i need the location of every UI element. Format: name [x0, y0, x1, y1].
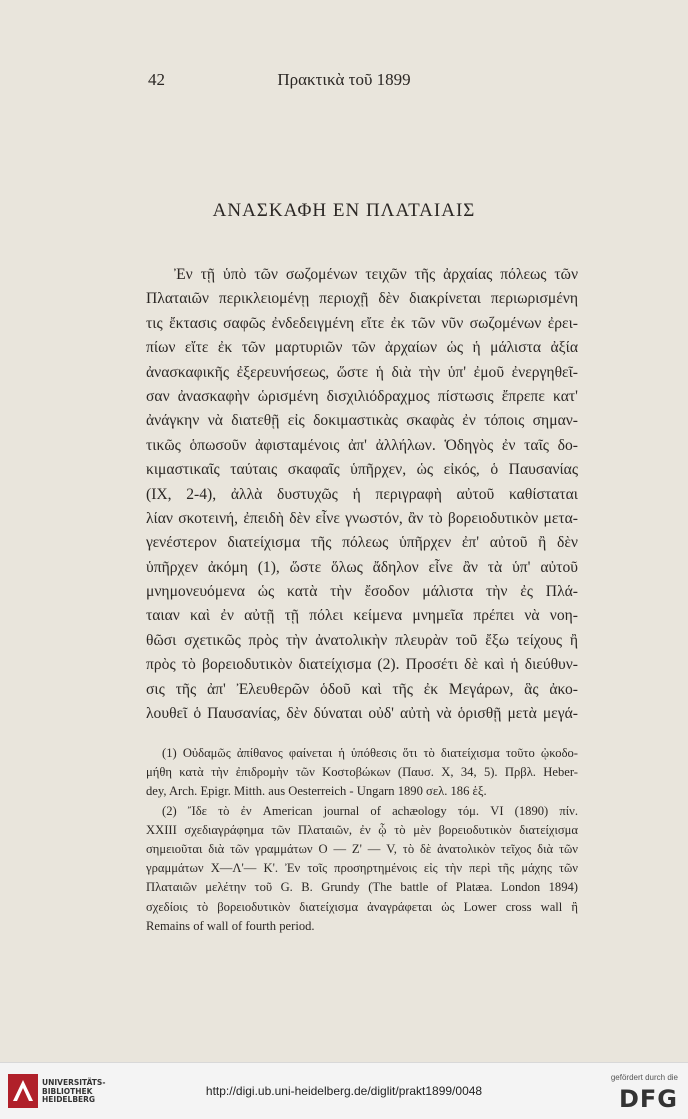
body-line: Πλαταιῶν περικλειομένῃ περιοχῇ δὲν διακρίνεται περιωρισμένη	[146, 290, 578, 308]
body-line: λουθεῖ ὁ Παυσανίας, δὲν δύναται οὐδ' αὐτὴ νὰ ὁρισθῇ μετὰ μεγά-	[146, 705, 578, 723]
body-line: Ἐν τῇ ὑπὸ τῶν σωζομένων τειχῶν τῆς ἀρχαίας πόλεως τῶν	[174, 266, 578, 283]
body-line: σαν ἀνασκαφὴν ὡρισμένη δισχιλιόδραχμος πίστωσις ἔπρεπε κατ'	[146, 387, 578, 405]
library-name-line: BIBLIOTHEK	[42, 1086, 93, 1096]
body-line: τικῶς ὁπωσοῦν ἀφισταμένοις ἀπ' ἀλλήλων. Ὁδηγὸς ἐν ταῖς δο-	[146, 436, 578, 454]
article-title: ΑΝΑΣΚΑΦΗ ΕΝ ΠΛΑΤΑΙΑΙΣ	[212, 200, 476, 221]
body-line: ἀνάγκην νὰ διατεθῇ εἰς δοκιμαστικὰς σκαφὰς ἐν τόποις σημαν-	[146, 412, 578, 430]
running-head	[0, 70, 688, 94]
body-line: λίαν σκοτεινή, ἐπειδὴ δὲν εἶνε γνωστόν, ἂν τὸ βορειοδυτικὸν μετα-	[146, 509, 578, 527]
footnote-line: σχεδίοις τὸ βορειοδυτικὸν διατείχισμα ἀναγράφεται ὡς Lower cross wall ἢ	[146, 899, 578, 914]
footnotes	[146, 744, 578, 936]
body-line: πίων εἴτε ἐκ τῶν μαρτυριῶν τῶν ἀρχαίων ὡς ἡ μάλιστα ἀξία	[146, 339, 578, 357]
footnote-line: μήθη κατὰ τὴν ἐπιδρομὴν τῶν Κοστοβώκων (Παυσ. Χ, 34, 5). Πρβλ. Heber-	[146, 765, 578, 780]
footnote-line: γραμμάτων Χ—Λ'— Κ'. Ἐν τοῖς προσηρτημένοις εἰς τὴν περὶ τῆς μάχης τῶν	[146, 861, 578, 876]
body-line: κιμαστικαῖς ταύταις σκαφαῖς ὑπῆρχεν, ὡς εἰκός, ὁ Παυσανίας	[146, 461, 578, 479]
library-name-line: UNIVERSITÄTS-	[42, 1078, 106, 1087]
digital-copy-link[interactable]: http://digi.ub.uni-heidelberg.de/diglit/prakt1899/0048	[205, 1084, 483, 1098]
body-line: γενέστερον διατείχισμα τῆς πόλεως ὑπῆρχεν ἐπ' αὐτοῦ ἢ δὲν	[146, 534, 578, 552]
body-line: (ΙΧ, 2-4), ἀλλὰ δυστυχῶς ἡ περιγραφὴ αὐτοῦ καθίσταται	[146, 485, 578, 503]
footnote-line: XXIII σχεδιαγράφημα τῶν Πλαταιῶν, ἐν ᾧ τὸ μὲν βορειοδυτικὸν διατείχισμα	[146, 822, 578, 837]
library-name-line: HEIDELBERG	[42, 1095, 96, 1105]
body-line: ταιαν καὶ ἐν αὐτῇ τῇ πόλει κείμενα μνημεῖα πρέπει νὰ νοη-	[146, 607, 578, 625]
running-head-title: Πρακτικὰ τοῦ 1899	[277, 70, 411, 89]
body-line: πρὸς τὸ βορειοδυτικὸν διατείχισμα (2). Προσέτι δὲ καὶ ἡ διεύθυν-	[146, 656, 578, 674]
footnote-line: (2) Ἴδε τὸ ἐν American journal of achæology τόμ. VI (1890) πίν.	[162, 803, 578, 818]
body-line: μνημονευόμενα ὡς κατὰ τὴν ἔσοδον μάλιστα τὴν ἐς Πλά-	[146, 583, 578, 601]
funded-by-label: gefördert durch die	[610, 1073, 678, 1082]
footnote-line: σημειοῦται διὰ τῶν γραμμάτων Ο — Ζ' — V, τὸ δὲ ἀνατολικὸν τεῖχος διὰ τῶν	[146, 841, 578, 856]
body-line: τις ἔκτασις σαφῶς ἐνδεδειγμένη εἴτε ἐκ τῶν νῦν σωζομένων ἐρει-	[146, 314, 578, 332]
footnote-line: dey, Arch. Epigr. Mitth. aus Oesterreich - Ungarn 1890 σελ. 186 ἑξ.	[146, 784, 487, 799]
digitization-footer	[0, 1062, 688, 1119]
body-line: θῶσι σχετικῶς πρὸς τὴν ἀνατολικὴν πλευρὰν τοῦ ἔξω τείχους ἢ	[146, 631, 578, 649]
footnote-line: Πλαταιῶν μελέτην τοῦ G. B. Grundy (The battle of Platæa. London 1894)	[146, 880, 578, 895]
footnote-line: Remains of wall of fourth period.	[146, 918, 315, 933]
body-line: ἀνασκαφικῆς ἐξερευνήσεως, ὥστε ἡ διὰ τὴν ὑπ' ἐμοῦ ἐνεργηθεῖ-	[146, 363, 578, 381]
body-line: σις τῆς ἀπ' Ἐλευθερῶν ὁδοῦ καὶ τῆς ἐκ Μεγάρων, ἃς ἀκο-	[146, 680, 578, 698]
article-body	[146, 263, 578, 726]
body-line: ὑπῆρχεν ἀκόμη (1), ὥστε ὅλως ἄδηλον εἶνε ἂν τὰ ὑπ' αὐτοῦ	[146, 558, 578, 576]
page-number: 42	[148, 70, 165, 89]
dfg-logo[interactable]: DFG	[618, 1085, 678, 1113]
footnote-line: (1) Οὐδαμῶς ἀπίθανος φαίνεται ἡ ὑπόθεσις ὅτι τὸ διατείχισμα τοῦτο ᾠκοδο-	[162, 746, 578, 760]
